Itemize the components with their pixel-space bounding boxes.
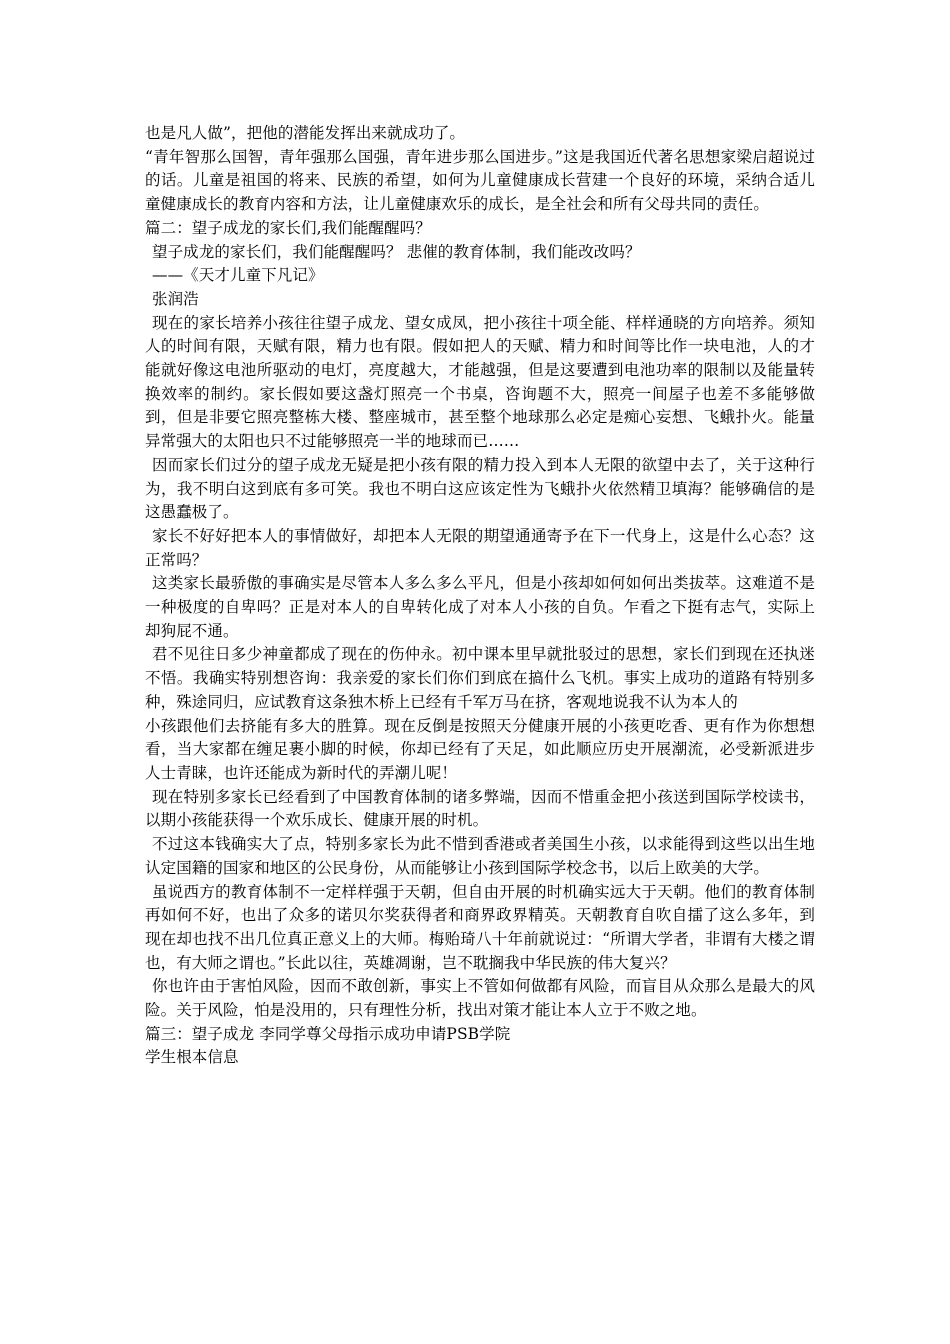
article-title: 望子成龙的家长们，我们能醒醒吗？ 悲催的教育体制，我们能改改吗？ [151, 242, 641, 261]
paragraph: 也是凡人做”，把他的潜能发挥出来就成功了。 [145, 124, 466, 142]
article-author: 张润浩 [151, 289, 199, 308]
article-source: ——《天才儿童下凡记》 [151, 266, 324, 285]
section-heading: 篇三：望子成龙 李同学尊父母指示成功申请PSB学院 [145, 1024, 511, 1043]
paragraph: 现在的家长培养小孩往往望子成龙、望女成凤，把小孩往十项全能、样样通晓的方向培养。须知人的时间有限，天赋有限，精力也有限。假如把人的天赋、精力和时间等比作一块电池，人的才能就好像这电池所驱动的电灯，亮度越大，才能越强，但是这要遭到电池功率的限制以及能量转换效率的制约。家长假如要这盏灯照亮一个书桌，咨询题不大，照亮一间屋子也差不多能够做到，但是非要它照亮整栋大楼、整座城市，甚至整个地球那么必定是痴心妄想、飞蛾扑火。能量异常强大的太阳也只不过能够照亮一半的地球而已…… [145, 313, 815, 451]
paragraph: 君不见往日多少神童都成了现在的伤仲永。初中课本里早就批驳过的思想，家长们到现在还执迷不悟。我确实特别想咨询：我亲爱的家长们你们到底在搞什么飞机。事实上成功的道路有特别多种，殊途同归，应试教育这条独木桥上已经有千军万马在挤，客观地说我不认为本人的 [145, 645, 815, 711]
paragraph: 学生根本信息 [145, 1048, 239, 1067]
paragraph: 虽说西方的教育体制不一定样样强于天朝，但自由开展的时机确实远大于天朝。他们的教育体制再如何不好，也出了众多的诺贝尔奖获得者和商界政界精英。天朝教育自吹自擂了这么多年，到现在却也找不出几位真正意义上的大师。梅贻琦八十年前就说过：“所谓大学者，非谓有大楼之谓也，有大师之谓也。”长此以往，英雄凋谢，岂不耽搁我中华民族的伟大复兴？ [145, 882, 815, 972]
paragraph: “青年智那么国智，青年强那么国强，青年进步那么国进步。”这是我国近代著名思想家梁启超说过的话。儿童是祖国的将来、民族的希望，如何为儿童健康成长营建一个良好的环境，采纳合适儿童健康成长的教育内容和方法，让儿童健康欢乐的成长，是全社会和所有父母共同的责任。 [145, 147, 815, 214]
document-body [145, 122, 815, 1070]
paragraph: 因而家长们过分的望子成龙无疑是把小孩有限的精力投入到本人无限的欲望中去了，关于这种行为，我不明白这到底有多可笑。我也不明白这应该定性为飞蛾扑火依然精卫填海？能够确信的是这愚蠢极了。 [145, 455, 815, 522]
paragraph: 这类家长最骄傲的事确实是尽管本人多么多么平凡，但是小孩却如何如何出类拔萃。这难道不是一种极度的自卑吗？正是对本人的自卑转化成了对本人小孩的自负。乍看之下挺有志气，实际上却狗屁不通。 [145, 574, 815, 640]
paragraph: 家长不好好把本人的事情做好，却把本人无限的期望通通寄予在下一代身上，这是什么心态？这正常吗？ [145, 526, 815, 569]
section-heading: 篇二：望子成龙的家长们,我们能醒醒吗？ [145, 218, 431, 237]
paragraph: 你也许由于害怕风险，因而不敢创新，事实上不管如何做都有风险，而盲目从众那么是最大的风险。关于风险，怕是没用的，只有理性分析，找出对策才能让本人立于不败之地。 [145, 977, 815, 1020]
paragraph: 不过这本钱确实大了点，特别多家长为此不惜到香港或者美国生小孩，以求能得到这些以出生地认定国籍的国家和地区的公民身份，从而能够让小孩到国际学校念书，以后上欧美的大学。 [145, 835, 815, 877]
paragraph: 小孩跟他们去挤能有多大的胜算。现在反倒是按照天分健康开展的小孩更吃香、更有作为你想想看，当大家都在缠足裹小脚的时候，你却已经有了天足，如此顺应历史开展潮流，必受新派进步人士青睐，也许还能成为新时代的弄潮儿呢！ [145, 716, 815, 782]
paragraph: 现在特别多家长已经看到了中国教育体制的诸多弊端，因而不惜重金把小孩送到国际学校读书，以期小孩能获得一个欢乐成长、健康开展的时机。 [145, 787, 815, 830]
